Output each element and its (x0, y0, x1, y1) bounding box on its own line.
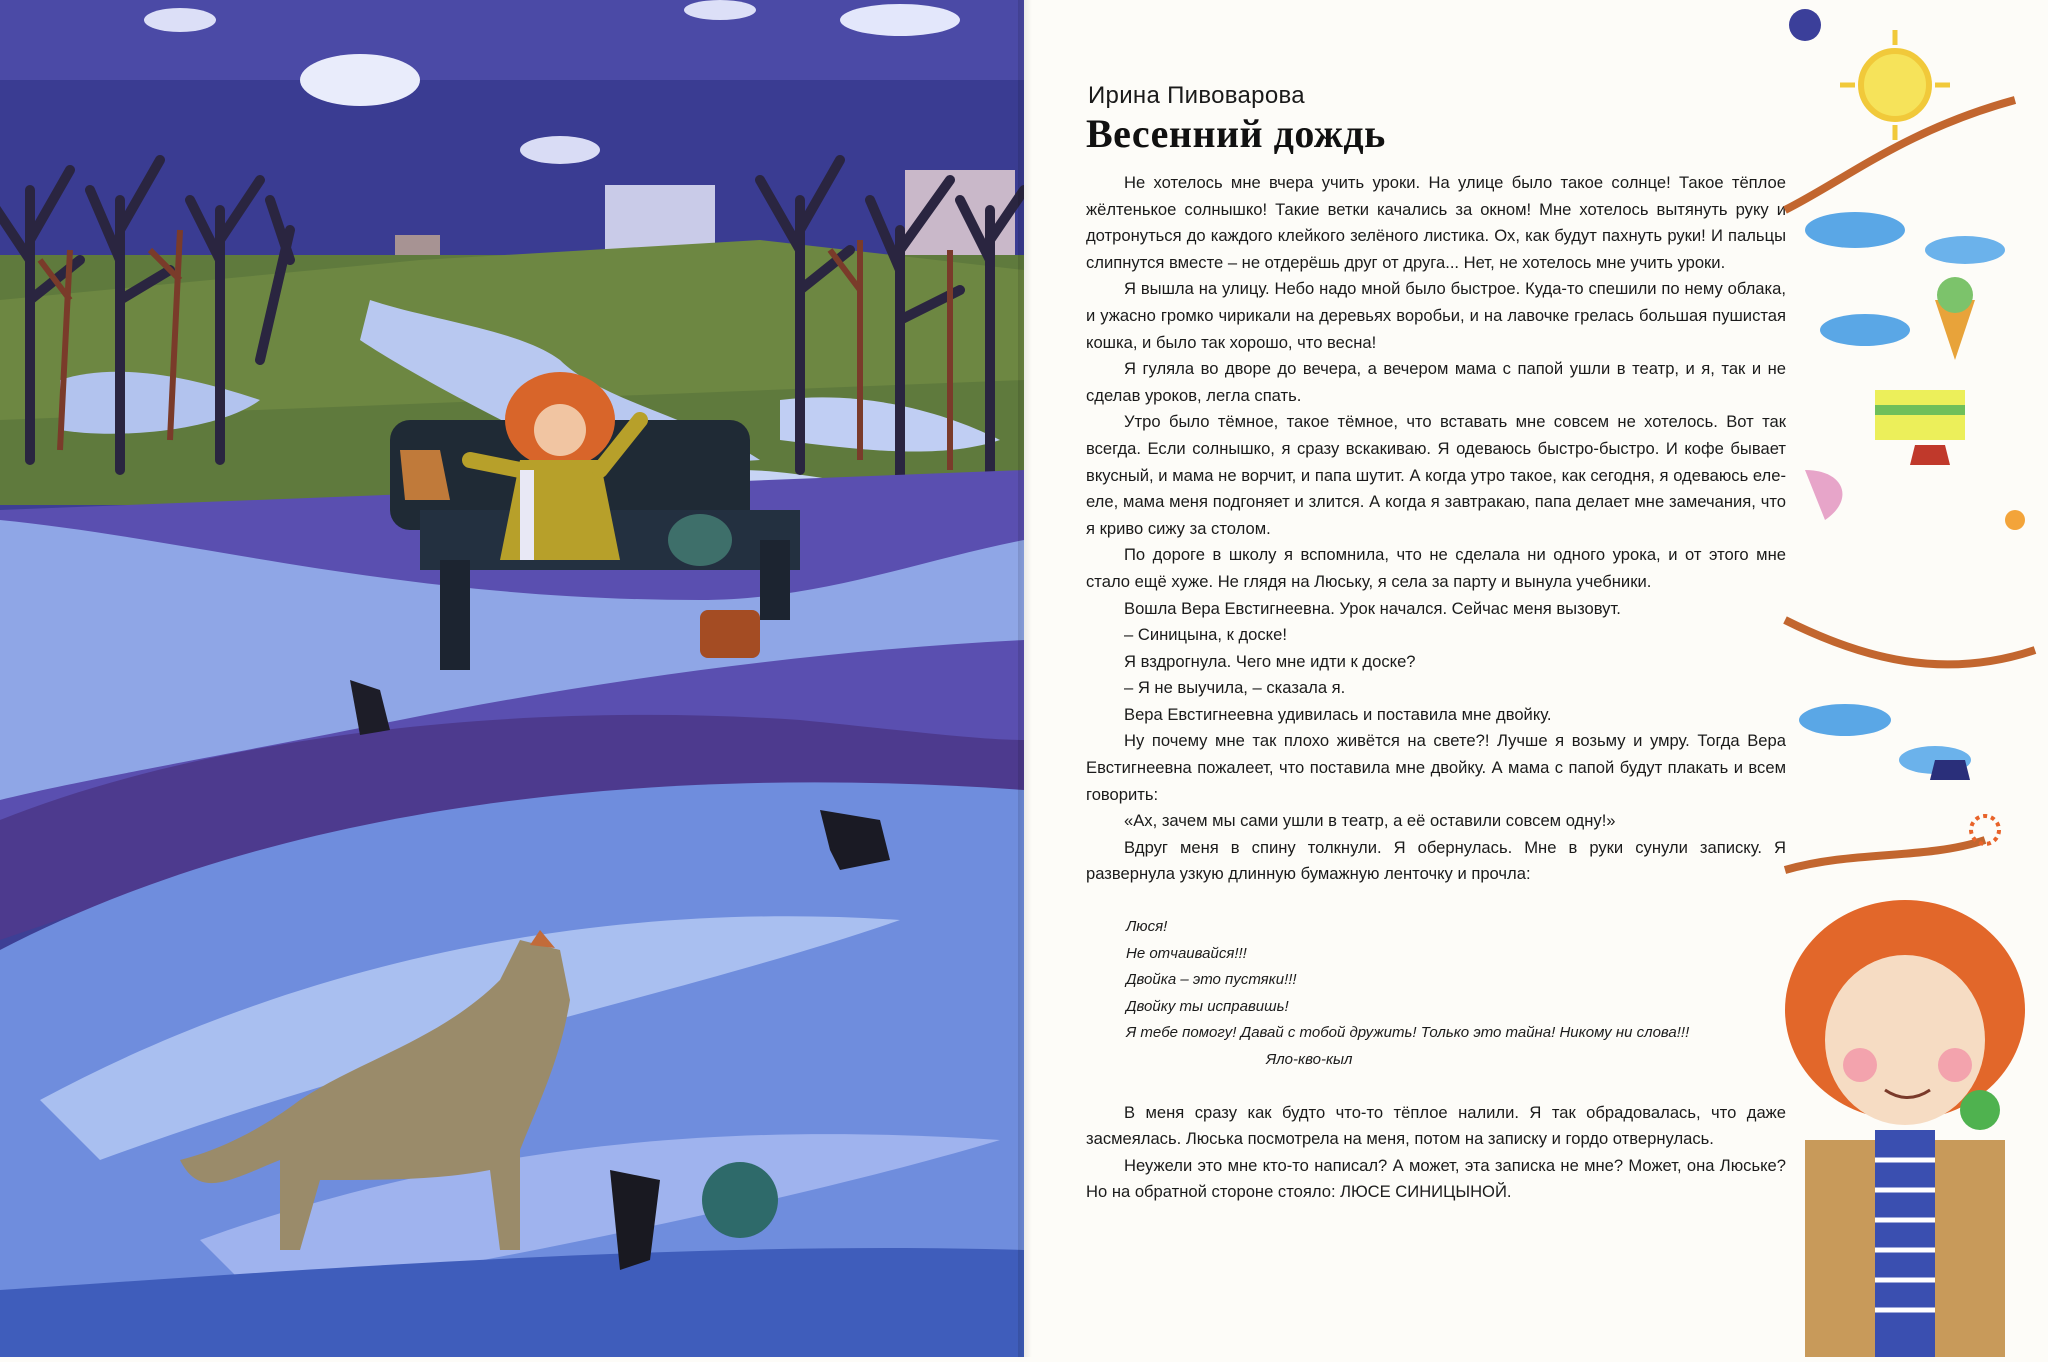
note-line: Я тебе помогу! Давай с тобой дружить! Только это тайна! Никому ни слова!!! (1126, 1024, 1690, 1042)
story-body (1086, 170, 1786, 1206)
ice-cream-icon (1805, 470, 1842, 520)
girl-cheek (1938, 1048, 1972, 1082)
lollipop-icon (1789, 9, 1821, 41)
paragraph: «Ах, зачем мы сами ушли в театр, а её оставили совсем одну!» (1124, 811, 1616, 831)
illustration-spring-yard (0, 0, 1024, 1357)
note-line: Не отчаивайся!!! (1126, 944, 1247, 962)
paragraph: По дороге в школу я вспомнила, что не сделала ни одного урока, и от этого мне стало ещё хуже. Не глядя на Люську, я села за парту и вынула учебники. (1086, 545, 1786, 591)
cloud (144, 8, 216, 32)
note-line: Двойка – это пустяки!!! (1126, 971, 1297, 989)
paragraph: Вошла Вера Евстигнеевна. Урок начался. Сейчас меня вызовут. (1124, 598, 1621, 618)
handwritten-note (1126, 914, 1786, 1074)
paragraph: Не хотелось мне вчера учить уроки. На улице было такое солнце! Такое тёплое жёлтенькое солнышко! Такие ветки качались за окном! Мне хотелось вытянуть руку и дотронуться до каждого клейкого зелёного листика. Ох, как будут пахнуть руки! И пальцы слипнутся вместе – не отдерёшь друг от друга... Нет, не хотелось мне учить уроки. (1086, 173, 1786, 272)
ball (702, 1162, 778, 1238)
bench-leg (760, 540, 790, 620)
bench-leg (440, 560, 470, 670)
paragraph: Неужели это мне кто-то написал? А может, эта записка не мне? Может, она Люське? Но на обратной стороне стояло: ЛЮСЕ СИНИЦЫНОЙ. (1086, 1155, 1786, 1202)
note-line: Двойку ты исправишь! (1126, 997, 1289, 1015)
girl-cheek (1843, 1048, 1877, 1082)
girl-face (534, 404, 586, 456)
cloud-icon (1805, 212, 1905, 248)
paragraph: Вдруг меня в спину толкнули. Я обернулась. Мне в руки сунули записку. Я развернула узкую длинную бумажную ленточку и прочла: (1086, 837, 1786, 884)
paragraph: – Я не выучила, – сказала я. (1124, 678, 1346, 698)
author-name: Ирина Пивоварова (1088, 82, 1305, 109)
note-signature: Яло-кво-кыл (1266, 1051, 1353, 1068)
cloud-icon (1925, 236, 2005, 264)
hat (668, 514, 732, 566)
branch-icon (1785, 840, 1985, 870)
cloud (840, 4, 960, 36)
cake-stripe (1875, 405, 1965, 415)
cloud (520, 136, 600, 164)
schoolbag (700, 610, 760, 658)
paragraph: Я вздрогнула. Чего мне идти к доске? (1124, 651, 1416, 671)
paragraph: Ну почему мне так плохо живётся на свете?! Лучше я возьму и умру. Тогда Вера Евстигнеевна пожалеет, что поставила мне двойку. А мама с папой будут плакать и всем говорить: (1086, 731, 1786, 804)
cloud (300, 54, 420, 106)
painting-svg (0, 0, 1024, 1357)
shoe-icon (1910, 445, 1950, 465)
green-ball-icon (1960, 1090, 2000, 1130)
decor-svg (1765, 0, 2048, 1357)
paragraph: Я вышла на улицу. Небо надо мной было быстрое. Куда-то спешили по нему облака, и ужасно громко чирикали на деревьях воробьи, и на лавочке грелась большая пушистая кошка, и было так хорошо, что весна! (1086, 279, 1786, 352)
scarf (520, 470, 534, 560)
girl-face (1825, 955, 1985, 1125)
story-title: Весенний дождь (1086, 111, 1386, 156)
book-gutter-shadow (1018, 0, 1032, 1357)
sun-icon (1861, 51, 1929, 119)
flower-icon (1971, 816, 1999, 844)
shoe-icon (1930, 760, 1970, 780)
paragraph: Утро было тёмное, такое тёмное, что вставать мне совсем не хотелось. Вот так всегда. Если солнышко, я сразу вскакиваю. Я одеваюсь быстро-быстро. И кофе бывает вкусный, и мама не ворчит, и папа шутит. А когда утро такое, как сегодня, я одеваюсь еле-еле, мама меня подгоняет и злится. А когда я завтракаю, папа делает мне замечания, что я криво сижу за столом. (1086, 412, 1786, 538)
flower-icon (2005, 510, 2025, 530)
paragraph: Я гуляла во дворе до вечера, а вечером мама с папой ушли в театр, и я, так и не сделав уроков, легла спать. (1086, 359, 1786, 405)
girl-scarf (1875, 1130, 1935, 1357)
note-line: Люся! (1126, 918, 1168, 936)
paragraph: – Синицына, к доске! (1124, 625, 1287, 645)
branch-icon (1785, 620, 2035, 664)
cloud-icon (1820, 314, 1910, 346)
ice-cream-scoop (1937, 277, 1973, 313)
decorative-border (1765, 0, 2048, 1357)
paragraph: Вера Евстигнеевна удивилась и поставила мне двойку. (1124, 704, 1552, 724)
cloud-icon (1799, 704, 1891, 736)
paragraph: В меня сразу как будто что-то тёплое налили. Я так обрадовалась, что даже засмеялась. Люська посмотрела на меня, потом на записку и гордо отвернулась. (1086, 1102, 1786, 1149)
cloud (684, 0, 756, 20)
